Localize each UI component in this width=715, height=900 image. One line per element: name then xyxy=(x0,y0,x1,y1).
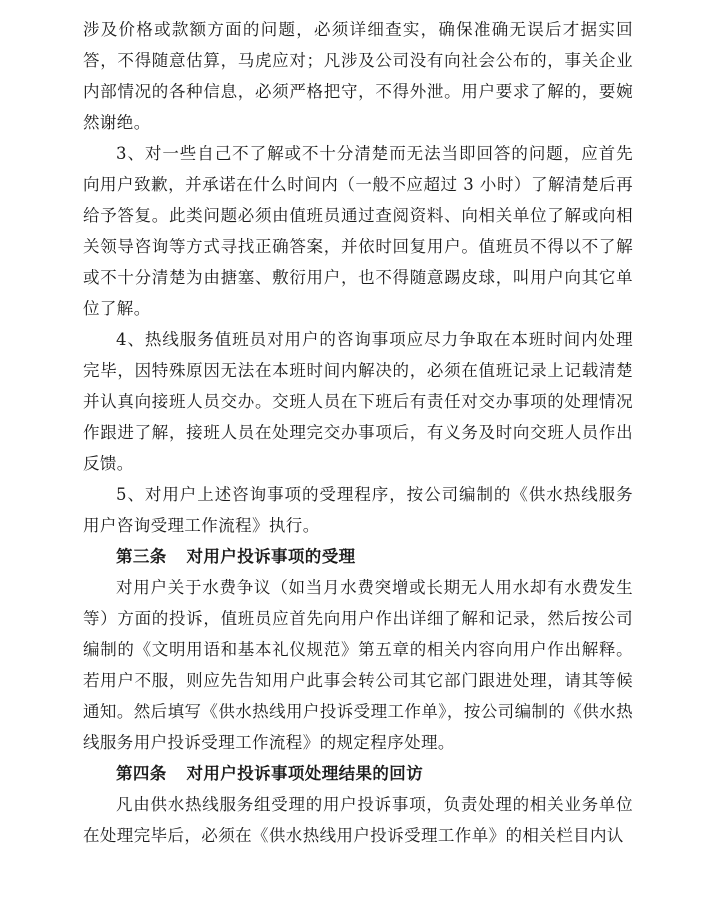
section-heading-4 xyxy=(83,758,633,789)
section-number-4: 第四条 xyxy=(116,764,167,783)
section-title-3: 对用户投诉事项的受理 xyxy=(186,547,356,566)
document-page xyxy=(83,14,633,851)
section-heading-3 xyxy=(83,541,633,572)
section-number-3: 第三条 xyxy=(116,547,167,566)
section-title-4: 对用户投诉事项处理结果的回访 xyxy=(186,764,424,783)
paragraph-item-4: 4、热线服务值班员对用户的咨询事项应尽力争取在本班时间内处理完毕，因特殊原因无法在本班时间内解决的，必须在值班记录上记载清楚并认真向接班人员交办。交班人员在下班后有责任对交办事项的处理情况作跟进了解，接班人员在处理完交办事项后，有义务及时向交班人员作出反馈。 xyxy=(83,330,633,473)
section-body-4: 凡由供水热线服务组受理的用户投诉事项，负责处理的相关业务单位在处理完毕后，必须在《供水热线用户投诉受理工作单》的相关栏目内认 xyxy=(83,795,633,845)
paragraph-continuation: 涉及价格或款额方面的问题，必须详细查实，确保准确无误后才据实回答，不得随意估算，马虎应对；凡涉及公司没有向社会公布的，事关企业内部情况的各种信息，必须严格把守，不得外泄。用户要求了解的，要婉然谢绝。 xyxy=(83,20,633,132)
paragraph-item-3: 3、对一些自己不了解或不十分清楚而无法当即回答的问题，应首先向用户致歉，并承诺在什么时间内（一般不应超过 3 小时）了解清楚后再给予答复。此类问题必须由值班员通过查阅资料、向相关单位了解或向相关领导咨询等方式寻找正确答案，并依时回复用户。值班员不得以不了解或不十分清楚为由搪塞、敷衍用户，也不得随意踢皮球，叫用户向其它单位了解。 xyxy=(83,144,633,318)
section-body-3: 对用户关于水费争议（如当月水费突增或长期无人用水却有水费发生等）方面的投诉，值班员应首先向用户作出详细了解和记录，然后按公司编制的《文明用语和基本礼仪规范》第五章的相关内容向用户作出解释。若用户不服，则应先告知用户此事会转公司其它部门跟进处理，请其等候通知。然后填写《供水热线用户投诉受理工作单》，按公司编制的《供水热线服务用户投诉受理工作流程》的规定程序处理。 xyxy=(83,578,633,752)
paragraph-item-5: 5、对用户上述咨询事项的受理程序，按公司编制的《供水热线服务用户咨询受理工作流程》执行。 xyxy=(83,485,633,535)
